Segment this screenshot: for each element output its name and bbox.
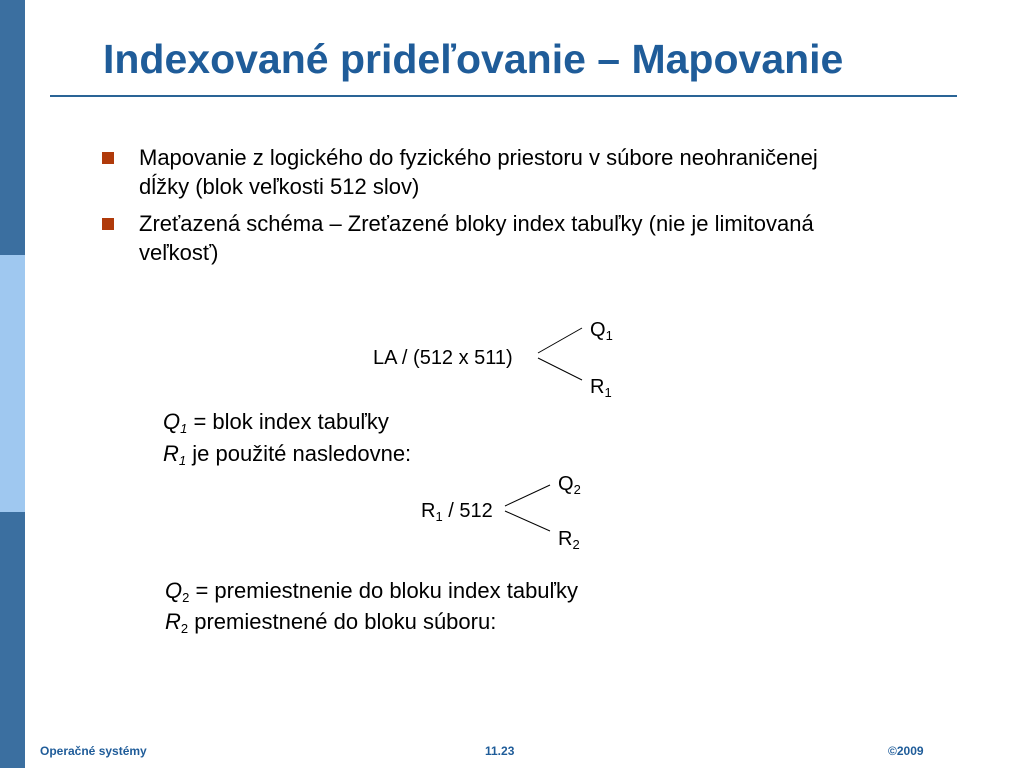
square-bullet-icon (102, 152, 114, 164)
diagram1-q-sub: 1 (605, 328, 613, 343)
sidebar-decoration (0, 0, 25, 768)
bullet-list (100, 143, 820, 275)
slide-title: Indexované prideľovanie – Mapovanie (103, 36, 844, 82)
title-underline (50, 95, 957, 97)
diagram2-r-sub: 2 (572, 537, 580, 552)
bullet-text: Zreťazená schéma – Zreťazené bloky index tabuľky (nie je limitovaná veľkosť) (139, 211, 814, 265)
def1-line1 (163, 409, 389, 436)
diagram1-remainder-label (590, 376, 612, 400)
branch-line-q2 (505, 485, 550, 506)
bullet-item (100, 143, 820, 201)
diagram1-quotient-label (590, 319, 613, 343)
def2-r-var: R (165, 609, 181, 634)
diagram2-q-var: Q (558, 473, 574, 495)
square-bullet-icon (102, 218, 114, 230)
branch-line-q1 (538, 328, 582, 353)
bullet-item (100, 209, 820, 267)
def1-q-var: Q (163, 409, 181, 434)
def1-r-sub: 1 (178, 453, 187, 468)
def2-line1 (165, 578, 578, 605)
diagram2-remainder-label (558, 528, 580, 552)
footer-copyright: ©2009 (888, 744, 924, 758)
branch-line-r1 (538, 358, 582, 380)
def2-q-sub: 2 (182, 590, 190, 605)
diagram2-r-var: R (558, 528, 573, 550)
def2-r-text: premiestnené do bloku súboru: (188, 609, 497, 634)
def1-r-var: R (163, 441, 179, 466)
diagram2-q-sub: 2 (573, 482, 581, 497)
diagram1-expression: LA / (512 x 511) (373, 347, 513, 369)
diagram1-r-var: R (590, 376, 605, 398)
def2-line2 (165, 609, 496, 636)
def2-r-sub: 2 (180, 621, 189, 636)
sidebar-segment-bottom (0, 512, 25, 768)
bullet-text: Mapovanie z logického do fyzického priestoru v súbore neohraničenej dĺžky (blok veľkosti 512 slov) (139, 145, 818, 199)
footer-slide-number: 11.23 (485, 744, 515, 758)
sidebar-segment-top (0, 0, 25, 255)
def1-q-sub: 1 (180, 421, 188, 436)
branch-line-r2 (505, 511, 550, 531)
def1-line2 (163, 441, 411, 468)
diagram1-q-var: Q (590, 319, 606, 341)
def2-q-text: = premiestnenie do bloku index tabuľky (189, 578, 578, 603)
diagram2-expression: $R_1 / 512$ (421, 500, 493, 524)
diagram2-quotient-label (558, 473, 581, 497)
def1-r-text: je použité nasledovne: (186, 441, 412, 466)
diagram1-r-sub: 1 (604, 385, 612, 400)
sidebar-segment-middle (0, 255, 25, 512)
def2-q-var: Q (165, 578, 183, 603)
def1-q-text: = blok index tabuľky (187, 409, 389, 434)
footer-course-name: Operačné systémy (40, 744, 147, 758)
